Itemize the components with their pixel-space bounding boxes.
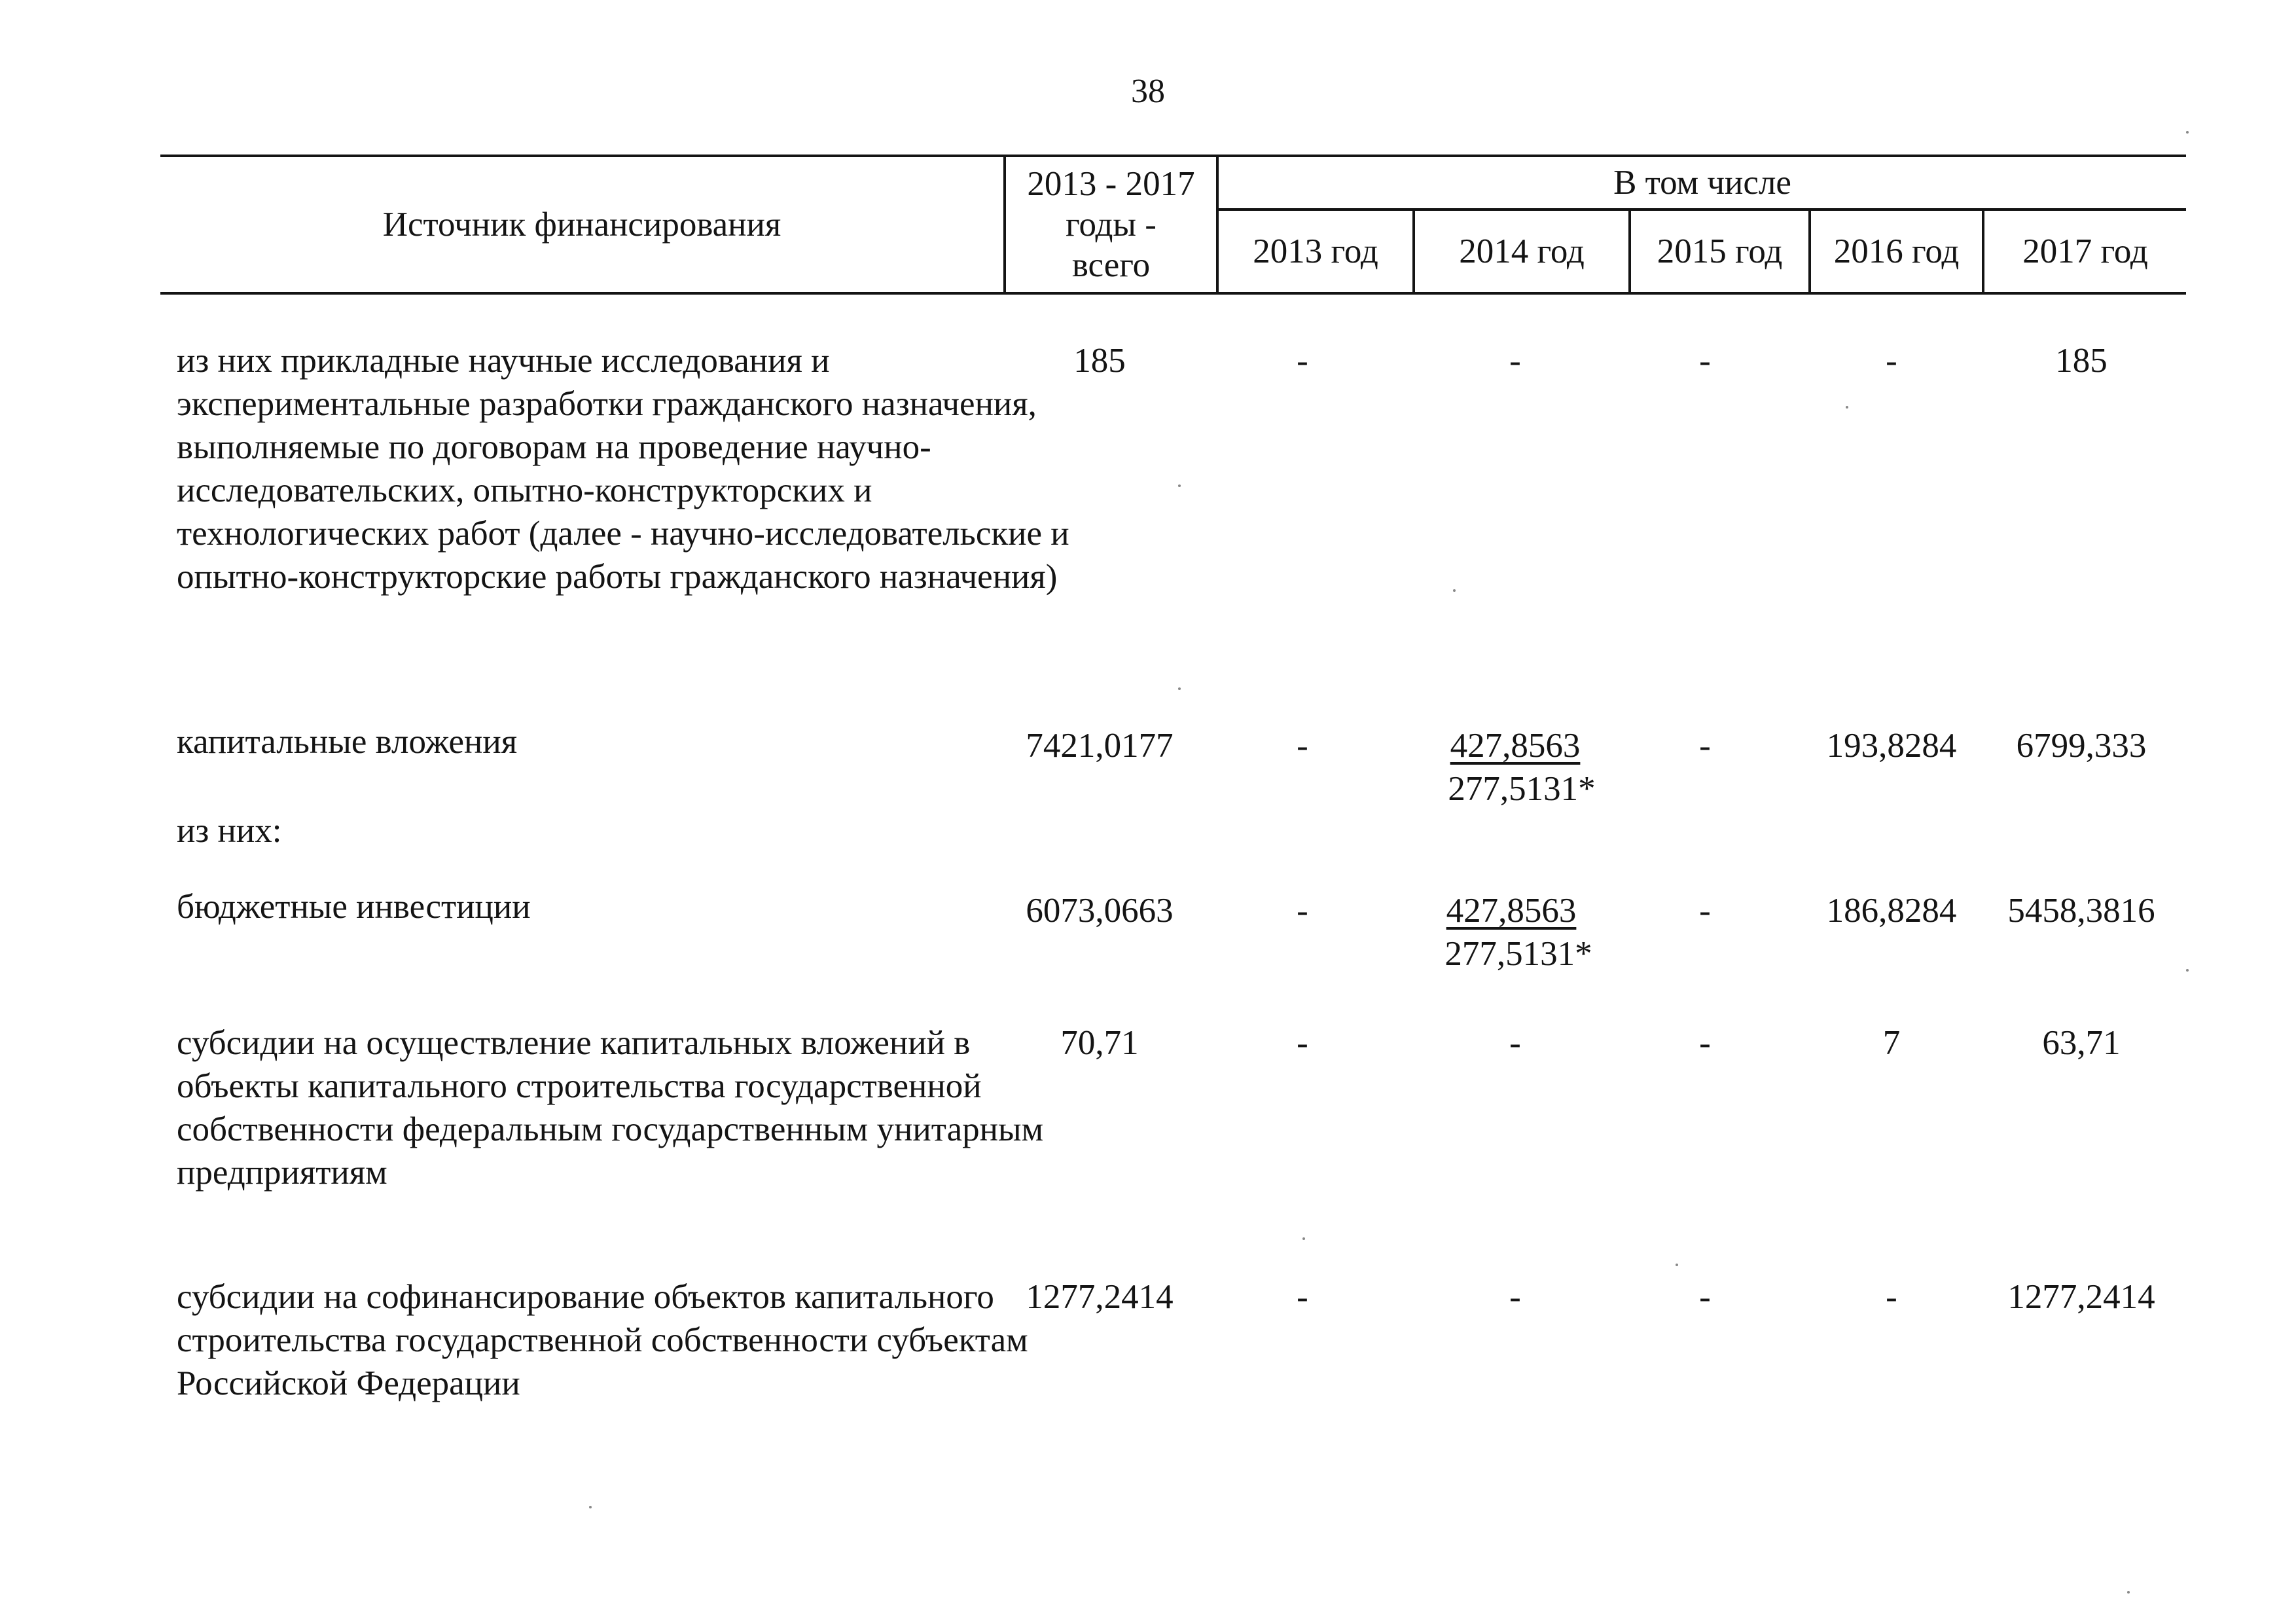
header-total — [1006, 157, 1216, 292]
row-2017: 6799,333 — [2016, 727, 2147, 765]
row-2013: - — [1297, 1024, 1308, 1062]
scan-speck — [1676, 1264, 1678, 1266]
row-2016: 7 — [1882, 1024, 1901, 1062]
row-2014-value: 427,8563 — [1450, 727, 1581, 765]
header-total-line: годы - — [1066, 206, 1157, 244]
row-total: 70,71 — [1060, 1024, 1139, 1062]
header-total-line: 2013 - 2017 — [1027, 165, 1195, 203]
row-total: 7421,0177 — [1026, 727, 1174, 765]
row-2015: - — [1699, 342, 1711, 380]
row-2014 — [1414, 724, 1617, 811]
row-2017: 5458,3816 — [2007, 892, 2155, 930]
row-2016: 193,8284 — [1826, 727, 1957, 765]
scan-speck — [1302, 1237, 1305, 1240]
row-2014-note: 277,5131* — [1448, 770, 1596, 808]
page-number: 38 — [1131, 73, 1165, 110]
scan-speck — [1178, 484, 1181, 487]
scan-speck — [2186, 131, 2189, 134]
row-2013: - — [1297, 342, 1308, 380]
header-year: 2014 год — [1459, 232, 1585, 270]
row-total: 1277,2414 — [1026, 1278, 1174, 1316]
row-2014: - — [1509, 342, 1521, 380]
row-2017: 185 — [2055, 342, 2108, 380]
scan-speck — [2127, 1591, 2130, 1594]
row-total: 6073,0663 — [1026, 892, 1174, 930]
scan-speck — [589, 1506, 592, 1508]
row-label: бюджетные инвестиции — [177, 888, 531, 926]
row-2014 — [1414, 889, 1617, 976]
row-2016: - — [1886, 342, 1897, 380]
header-year: 2017 год — [2022, 232, 2148, 270]
row-2016: - — [1886, 1278, 1897, 1316]
row-2013: - — [1297, 727, 1308, 765]
row-2017: 63,71 — [2042, 1024, 2121, 1062]
scan-speck — [1846, 406, 1848, 409]
row-label: капитальные вложения — [177, 723, 518, 761]
header-year: 2016 год — [1833, 232, 1960, 270]
scan-speck — [1453, 589, 1456, 592]
row-label: субсидии на софинансирование объектов капитального строительства государственной собственности субъектам Российской Федерации — [177, 1278, 1028, 1402]
row-2015: - — [1699, 727, 1711, 765]
row-2015: - — [1699, 1024, 1711, 1062]
row-total: 185 — [1073, 342, 1126, 380]
row-label: из них: — [177, 812, 282, 850]
row-2013: - — [1297, 892, 1308, 930]
row-2016: 186,8284 — [1826, 892, 1957, 930]
header-source: Источник финансирования — [382, 206, 781, 244]
row-2014: - — [1509, 1278, 1521, 1316]
row-label: из них прикладные научные исследования и экспериментальные разработки гражданского назначения, выполняемые по договорам на проведение научно-исследовательских, опытно-конструкторских и технологических работ (далее - научно-исследовательские и опытно-конструкторские работы гражданского назначения) — [177, 342, 1069, 596]
row-2017: 1277,2414 — [2007, 1278, 2155, 1316]
header-group: В том числе — [1613, 164, 1791, 202]
header-bottom-rule — [160, 292, 2186, 295]
scan-speck — [2186, 969, 2189, 972]
row-label: субсидии на осуществление капитальных вложений в объекты капитального строительства государственной собственности федеральным государственным унитарным предприятиям — [177, 1024, 1044, 1192]
header-year: 2013 год — [1253, 232, 1378, 270]
row-2015: - — [1699, 1278, 1711, 1316]
header-total-line: всего — [1071, 246, 1151, 284]
scan-speck — [1178, 687, 1181, 690]
row-2015: - — [1699, 892, 1711, 930]
row-2014: - — [1509, 1024, 1521, 1062]
row-2013: - — [1297, 1278, 1308, 1316]
header-year: 2015 год — [1657, 232, 1783, 270]
row-2014-value: 427,8563 — [1446, 892, 1577, 930]
row-2014-note: 277,5131* — [1444, 935, 1592, 973]
